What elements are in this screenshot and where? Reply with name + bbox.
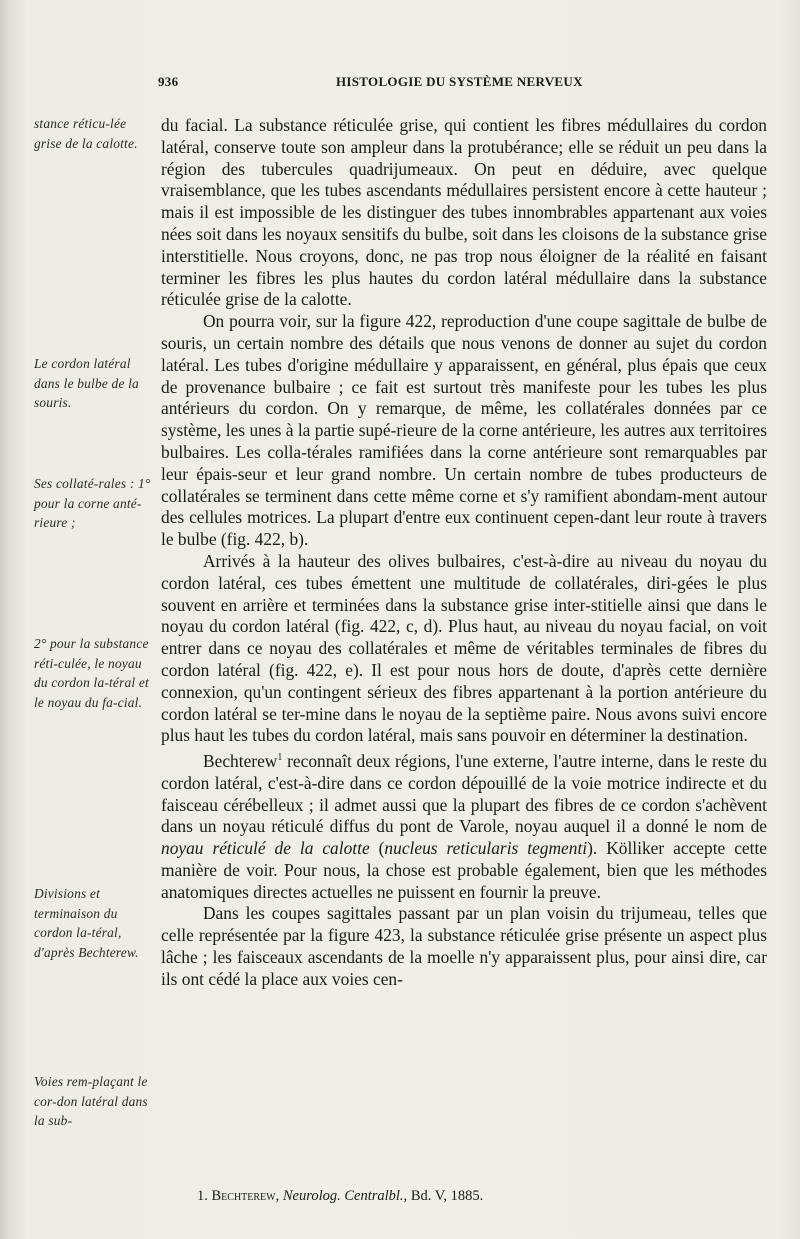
author-name: Bechterew [203, 750, 278, 771]
running-title: HISTOLOGIE DU SYSTÈME NERVEUX [336, 74, 583, 89]
paragraph: Arrivés à la hauteur des olives bulbaires, c'est-à-dire au niveau du noyau du cordon latéral, ces tubes émettent une multitude de collatérales, diri-gées le plus souvent en arrière et terminées dans la substance grise inter-stitielle ainsi que dans le noyau du cordon latéral (fig. 422, c, d). Plus haut, au niveau du noyau facial, on voit entrer dans ce noyau des collatérales et même de véritables terminales de fibres du cordon latéral (fig. 422, e). Il est pour nous hors de doute, d'après cette dernière connexion, qu'un contingent sérieux des fibres appartenant à la portion antérieure du cordon latéral se ter-mine dans le noyau de la septième paire. Nous avons suivi encore plus haut les tubes du cordon latéral, mais sans pouvoir en déterminer la destination. [161, 550, 767, 746]
margin-note-replacement-pathways: Voies rem-plaçant le cor-don latéral dans la sub- [34, 1074, 148, 1129]
margin-note-collaterals-anterior-horn: Ses collaté-rales : 1° pour la corne anté-rieure ; [34, 476, 151, 531]
paragraph-text: ). Kölliker accepte cette manière de voir. Pour nous, la chose est probable également, bien que les méthodes anatomiques directes actuelles ne puissent en fournir la preuve. [161, 838, 768, 902]
footnote-reference: 1 [277, 752, 283, 764]
paragraph-text: reconnaît deux régions, l'une externe, l'autre interne, dans le reste du cordon latéral, c'est-à-dire dans ce cordon dépouillé de la voie motrice indirecte et du faisceau cérébelleux ; il admet aussi que la plupart des fibres de ce cordon s'achèvent dans un noyau réticulé diffus du pont de Varole, noyau auquel il a donné le nom de [161, 750, 767, 837]
term-noyau-reticule: noyau réticulé de la calotte [161, 838, 370, 859]
page-number: 936 [158, 74, 179, 89]
running-head [158, 74, 628, 96]
footnote-details: Bd. V, 1885. [410, 1188, 484, 1204]
main-text [161, 115, 767, 991]
paragraph: On pourra voir, sur la figure 422, reproduction d'une coupe sagittale de bulbe de souris, un certain nombre des détails que nous venons de donner au sujet du cordon latéral. Les tubes d'origine médullaire y apparaissent, en général, plus épais que ceux de provenance bulbaire ; ce fait est surtout très manifeste pour les tubes les plus antérieurs du cordon. On y remarque, de même, les collatérales données par ce système, les unes à la partie supé-rieure de la corne antérieure, les autres aux territoires bulbaires. Les colla-térales ramifiées dans la corne antérieure sont remarquables par leur épais-seur et leur grand nombre. Un certain nombre de tubes producteurs de collatérales se terminent dans cette même corne et s'y ramifient abondam-ment autour des cellules motrices. La plupart d'entre eux continuent cepen-dant leur route à travers le bulbe (fig. 422, b). [161, 311, 767, 550]
paragraph: du facial. La substance réticulée grise, qui contient les fibres médullaires du cordon latéral, conserve toute son ampleur dans la protubérance; elle se réduit un peu dans la région des tubercules quadrijumeaux. On peut en déduire, avec quelque vraisemblance, que les tubes ascendants médullaires persistent encore à cette hauteur ; mais il est impossible de les distinguer des tubes innombrables appartenant aux voies nées soit dans les noyaux sensitifs du bulbe, soit dans les cloisons de la substance grise interstitielle. Nous croyons, donc, ne pas trop nous éloigner de la réalité en faisant terminer les fibres les plus hautes du cordon latéral médullaire dans la substance réticulée grise de la calotte. [161, 115, 767, 310]
margin-note-lateral-cord-mouse: Le cordon latéral dans le bulbe de la souris. [34, 356, 139, 411]
footnote-number: 1. [197, 1188, 208, 1204]
footnote [197, 1188, 483, 1205]
margin-note-divisions-bechterew: Divisions et terminaison du cordon la-téral, d'après Bechterew. [34, 886, 139, 960]
footnote-journal: Neurolog. Centralbl., [282, 1188, 408, 1204]
term-latin: nucleus reticularis tegmenti [384, 838, 588, 859]
margin-note-collaterals-reticular-nuclei: 2° pour la substance réti-culée, le noyau du cordon la-téral et le noyau du fa-cial. [34, 636, 149, 710]
footnote-author: Bechterew, [211, 1188, 280, 1204]
paragraph-bechterew [161, 747, 767, 903]
paragraph-text: ( [369, 838, 385, 859]
paragraph: Dans les coupes sagittales passant par un plan voisin du trijumeau, telles que celle représentée par la figure 423, la substance réticulée grise présente un aspect plus lâche ; les faisceaux ascendants de la moelle n'y apparaissent plus, pour ainsi dire, car ils ont cédé la place aux voies cen- [161, 903, 767, 989]
margin-note-reticular-substance: stance réticu-lée grise de la calotte. [34, 116, 138, 151]
